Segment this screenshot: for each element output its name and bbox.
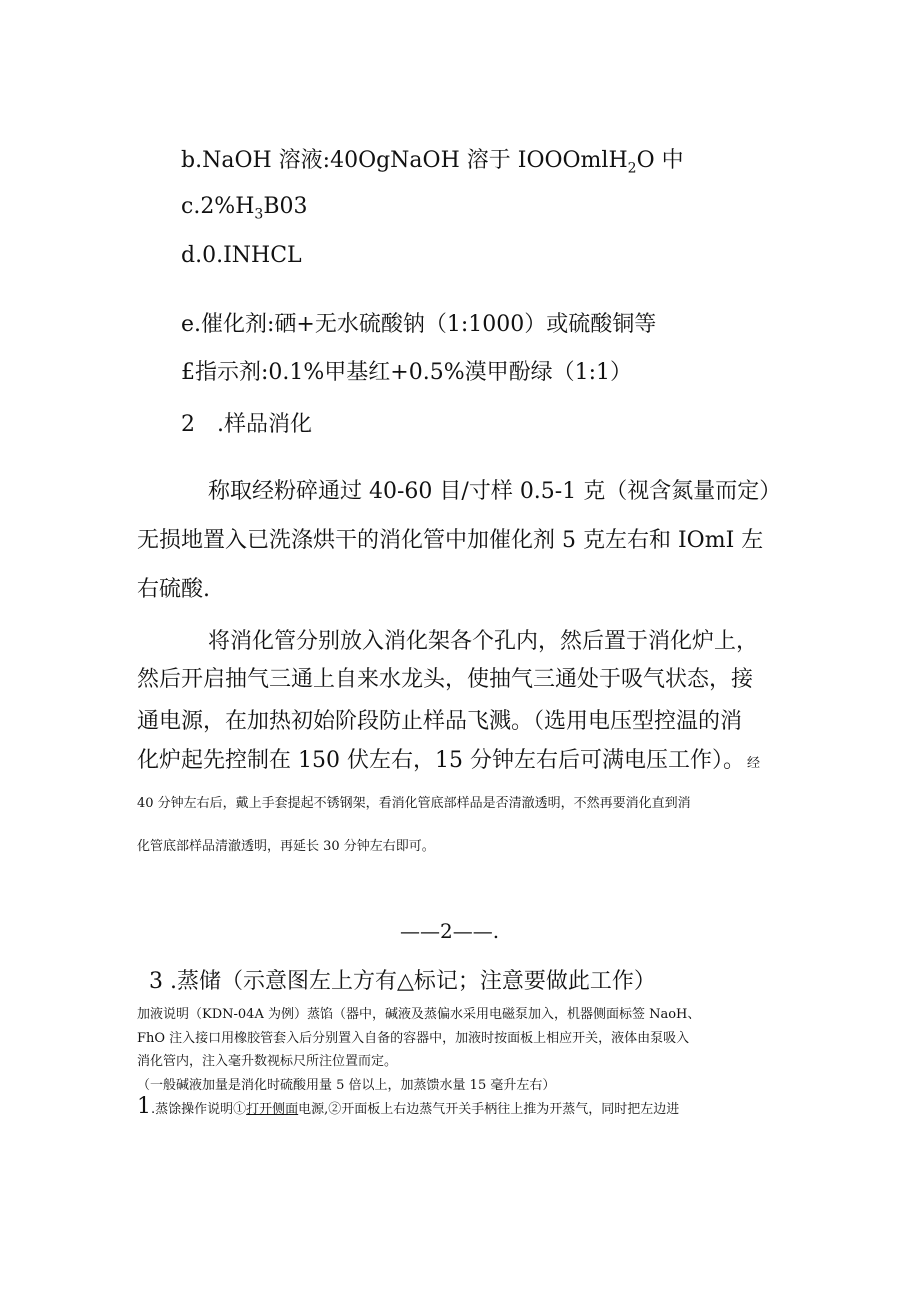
reagent-b-tail: O 中: [636, 148, 684, 173]
section3-line1: 加液说明（KDN-04A 为例）蒸馅（器中，碱液及蒸偏水采用电磁泵加入，机器侧面标签 NaoH、: [137, 1007, 701, 1022]
section2-para1-line1: 称取经粉碎通过 40-60 目/寸样 0.5-1 克（视含氮量而定）: [208, 479, 782, 504]
section2-para2-line4-text: 化炉起先控制在 150 伏左右，15 分钟左右后可满电压工作）。: [137, 748, 745, 773]
section2-para2-line2: 然后开启抽气三通上自来水龙头，使抽气三通处于吸气状态，接: [137, 667, 754, 692]
section3-line2: FhO 注入接口用橡胶管套入后分别置入自备的容器中，加液时按面板上相应开关，液体由泵吸入: [137, 1031, 690, 1046]
section2-small-line2: 化管底部样品清澈透明，再延长 30 分钟左右即可。: [137, 839, 435, 854]
section3-step1-text-b: 电源,②开面板上右边蒸气开关手柄往上推为开蒸气，同时把左边进: [298, 1102, 680, 1117]
reagent-c: [181, 194, 308, 222]
section2-para2-line3: 通电源，在加热初始阶段防止样品飞溅。（选用电压型控温的消: [137, 709, 743, 734]
page-number: ——2——.: [400, 919, 500, 943]
section3-step1-text-a: .蒸馀操作说明①: [151, 1102, 247, 1117]
reagent-c-tail: B03: [263, 194, 308, 219]
reagent-b: [181, 143, 684, 176]
section3-heading: 3 .蒸储（示意图左上方有△标记；注意要做此工作）: [149, 969, 656, 994]
section2-para1-line3: 右硫酸.: [137, 577, 210, 602]
reagent-d: d.0.INHCL: [181, 243, 302, 268]
reagent-b-text: b.NaOH 溶液:40OgNaOH 溶于 IOOOmlH: [181, 148, 628, 173]
reagent-f: £指示剂:0.1%甲基红+0.5%漠甲酚绿（1:1）: [181, 360, 633, 385]
reagent-e: e.催化剂:硒+无水硫酸钠（1:1000）或硫酸铜等: [181, 312, 657, 337]
reagent-b-subscript: 2: [627, 160, 637, 177]
section2-para1-line2: 无损地置入已洗涤烘干的消化管中加催化剂 5 克左右和 IOmI 左: [137, 528, 764, 553]
section3-step1-underlined: 打开侧面: [246, 1102, 299, 1117]
reagent-c-subscript: 3: [254, 206, 264, 223]
section2-heading: 2 .样品消化: [181, 412, 312, 437]
reagent-c-text: c.2%H: [181, 194, 255, 219]
section3-line3: 消化管内，注入毫升数视标尺所注位置而定。: [137, 1054, 398, 1069]
section2-para2-tail: 经: [746, 756, 760, 771]
section3-line4: （一般碱液加量是消化时硫酸用量 5 倍以上，加蒸馈水量 15 毫升左右）: [137, 1078, 556, 1093]
section2-small-line1: 40 分钟左右后，戴上手套提起不锈钢架，看消化管底部样品是否清澈透明，不然再要消化直到消: [137, 796, 691, 811]
section3-step1-number: 1: [137, 1094, 151, 1119]
section2-para2-line1: 将消化管分别放入消化架各个孔内，然后置于消化炉上，: [208, 629, 759, 654]
section2-para2-line4: [137, 743, 760, 774]
section3-step1: [137, 1094, 679, 1119]
